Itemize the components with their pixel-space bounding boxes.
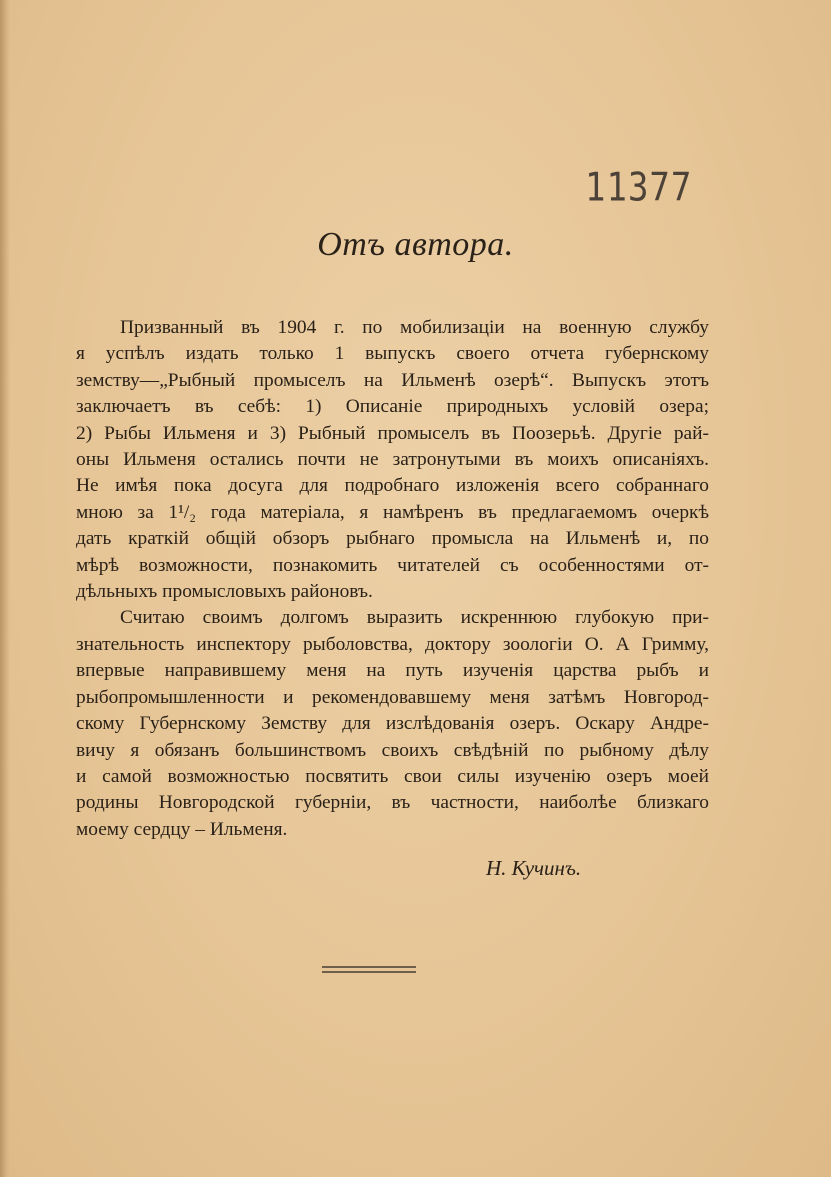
page-edge-shadow xyxy=(0,0,10,1177)
text-line: и самой возможностью посвятить свои силы изученію озеръ моей xyxy=(76,765,709,787)
text-line: дать краткій общій обзоръ рыбнаго промысла на Ильменѣ и, по xyxy=(76,528,709,550)
text-line: родины Новгородской губерніи, въ частности, наиболѣе близкаго xyxy=(76,792,709,814)
text-line: мною за 1¹/₂ года матеріала, я намѣренъ въ предлагаемомъ очеркѣ xyxy=(76,501,709,523)
text-line: моему сердцу – Ильменя. xyxy=(76,818,288,840)
text-line: Считаю своимъ долгомъ выразить искреннюю глубокую при- xyxy=(120,607,709,629)
text-line: скому Губернскому Земству для изслѣдованія озеръ. Оскару Андре- xyxy=(76,713,709,735)
page-title: Отъ автора. xyxy=(317,226,514,263)
archive-number: 11377 xyxy=(585,165,693,211)
text-line: вичу я обязанъ большинствомъ своихъ свѣдѣній по рыбному дѣлу xyxy=(76,739,709,761)
text-line: 2) Рыбы Ильменя и 3) Рыбный промыселъ въ Поозерьѣ. Другіе рай- xyxy=(76,422,709,444)
text-line: земству—„Рыбный промыселъ на Ильменѣ озерѣ“. Выпускъ этотъ xyxy=(76,369,709,391)
decorative-rule xyxy=(322,966,416,968)
text-line: Не имѣя пока досуга для подробнаго изложенія всего собраннаго xyxy=(76,475,709,497)
text-line: впервые направившему меня на путь изученія царства рыбъ и xyxy=(76,660,709,682)
text-line: заключаетъ въ себѣ: 1) Описаніе природныхъ условій озера; xyxy=(76,396,709,418)
decorative-rule xyxy=(322,971,416,973)
text-line: мѣрѣ возможности, познакомить читателей съ особенностями от- xyxy=(76,554,709,576)
text-line: я успѣлъ издать только 1 выпускъ своего отчета губернскому xyxy=(76,343,709,365)
author-signature: Н. Кучинъ. xyxy=(486,856,582,880)
text-line: рыбопромышленности и рекомендовавшему меня затѣмъ Новгород- xyxy=(76,686,709,708)
body-text xyxy=(76,315,709,843)
text-line: знательность инспектору рыболовства, доктору зоологіи О. А Гримму, xyxy=(76,633,709,655)
text-line: оны Ильменя остались почти не затронутыми въ моихъ описаніяхъ. xyxy=(76,449,709,471)
text-line: дѣльныхъ промысловыхъ районовъ. xyxy=(76,581,373,603)
text-line: Призванный въ 1904 г. по мобилизаціи на военную службу xyxy=(120,317,709,338)
